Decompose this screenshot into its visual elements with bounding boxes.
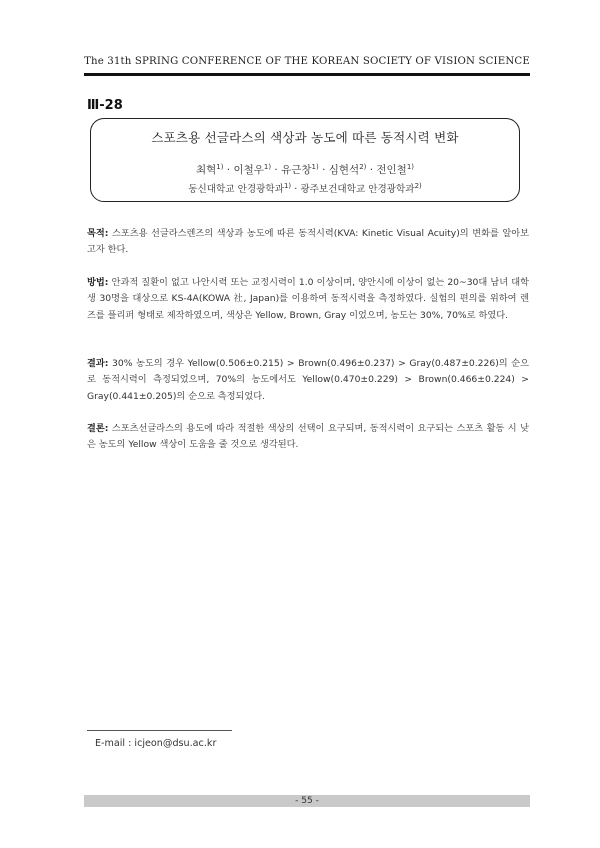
footnote-rule [87, 730, 232, 731]
author-affil-mark: 1) [216, 163, 224, 171]
author-separator: · [318, 164, 329, 176]
author-affil-mark: 1) [263, 163, 272, 171]
affiliation-separator: · [291, 184, 301, 195]
title-box [90, 118, 520, 202]
author-separator: · [271, 164, 282, 176]
page-number: - 55 - [295, 796, 319, 806]
paper-title: 스포츠용 선글라스의 색상과 농도에 따른 동적시력 변화 [151, 130, 459, 145]
author-separator: · [223, 164, 234, 176]
section-label: 목적: [87, 228, 109, 239]
section-label: 방법: [87, 277, 109, 288]
section-results [87, 356, 529, 405]
author-name: 심현석 [328, 164, 360, 176]
author-affil-mark: 1) [406, 163, 415, 171]
section-label: 결론: [87, 423, 109, 434]
footnote-email: E-mail : icjeon@dsu.ac.kr [95, 738, 217, 749]
conference-header: The 31th SPRING CONFERENCE OF THE KOREAN SOCIETY OF VISION SCIENCE [84, 56, 530, 67]
section-methods [87, 275, 529, 324]
author-separator: · [366, 164, 377, 176]
affiliation-name: 광주보건대학교 안경광학과 [300, 184, 415, 195]
section-text: 스포츠선글라스의 용도에 따라 적절한 색상의 선택이 요구되며, 동적시력이 요구되는 스포츠 활동 시 낮은 농도의 Yellow 색상이 도움을 줄 것으로 생각된다. [87, 423, 529, 451]
author-affil-mark: 1) [311, 163, 319, 171]
section-conclusion [87, 421, 529, 454]
section-label: 결과: [87, 358, 109, 369]
author-list [91, 162, 519, 177]
header-rule [84, 73, 530, 76]
affiliation-name: 동신대학교 안경광학과 [188, 184, 284, 195]
section-purpose [87, 226, 529, 259]
author-name: 최혁 [195, 164, 217, 176]
abstract-id: Ⅲ-28 [87, 98, 123, 113]
section-text: 안과적 질환이 없고 나안시력 또는 교정시력이 1.0 이상이며, 양안시에 이상이 없는 20~30대 남녀 대학생 30명을 대상으로 KS-4A(KOWA 社, Japan)를 이용하여 동적시력을 측정하였다. 실험의 편의를 위하여 렌즈를 플리퍼 형태로 제작하였으며, 색상은 Yellow, Brown, Gray 이었으며, 농도는 30%, 70%로 하였다. [87, 277, 529, 321]
author-name: 유근창 [281, 164, 312, 176]
footer-bar [84, 795, 530, 807]
author-name: 전인철 [376, 164, 407, 176]
affiliation-mark: 1) [283, 182, 292, 190]
section-text: 30% 농도의 경우 Yellow(0.506±0.215) > Brown(0.496±0.237) > Gray(0.487±0.226)의 순으로 동적시력이 측정되었으며, 70%의 농도에서도 Yellow(0.470±0.229) > Brown(0.466±0.224) > Gray(0.441±0.205)의 순으로 측정되었다. [87, 358, 529, 402]
affiliation-mark: 2) [414, 182, 422, 190]
author-affil-mark: 2) [359, 163, 367, 171]
section-text: 스포츠용 선글라스렌즈의 색상과 농도에 따른 동적시력(KVA: Kinetic Visual Acuity)의 변화를 알아보고자 한다. [87, 228, 530, 256]
author-name: 이철우 [233, 164, 264, 176]
affiliation-list [91, 181, 519, 195]
